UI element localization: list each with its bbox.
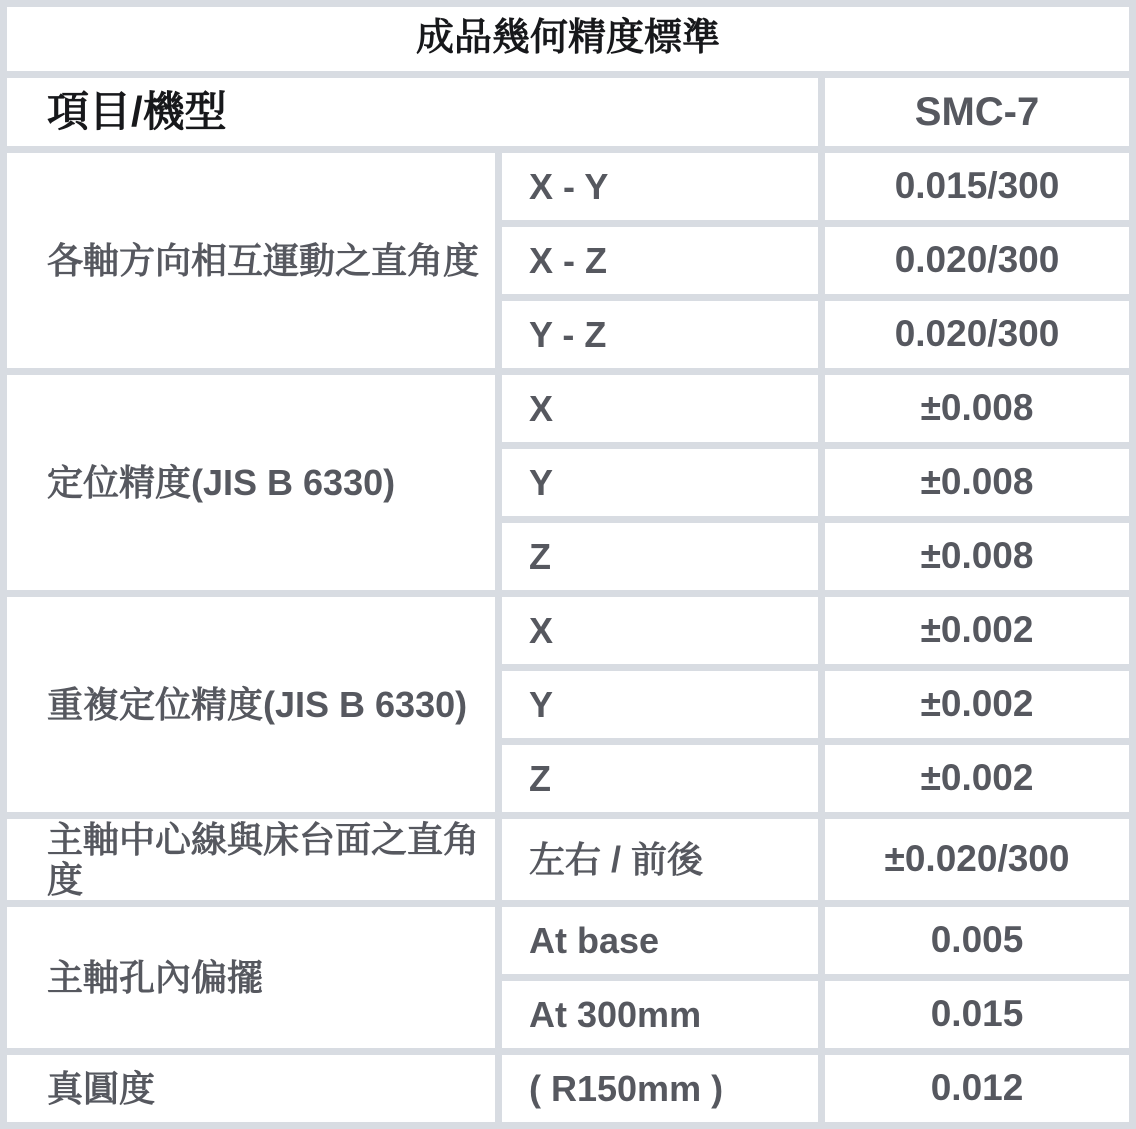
spec-value-cell: 0.012 [825,1055,1129,1122]
group-item-cell: 重複定位精度(JIS B 6330) [7,597,495,812]
group-item-cell: 主軸孔內偏擺 [7,907,495,1048]
table-row [7,819,1129,900]
sub-item-cell: Y [502,671,818,738]
table-header-row [7,78,1129,146]
spec-value-cell: 0.020/300 [825,227,1129,294]
sub-item-cell: Y [502,449,818,516]
group-item-cell: 主軸中心線與床台面之直角度 [7,819,495,900]
table-row [7,597,1129,664]
spec-value-cell: ±0.008 [825,523,1129,590]
sub-item-cell: At base [502,907,818,974]
sub-item-cell: Z [502,523,818,590]
table-title-row [7,7,1129,71]
sub-item-cell: Y - Z [502,301,818,368]
table-row [7,153,1129,220]
sub-item-cell: At 300mm [502,981,818,1048]
sub-item-cell: ( R150mm ) [502,1055,818,1122]
table-title: 成品幾何精度標準 [7,7,1129,71]
table-row [7,1055,1129,1122]
spec-value-cell: ±0.002 [825,745,1129,812]
sub-item-cell: X [502,375,818,442]
group-item-cell: 真圓度 [7,1055,495,1122]
sub-item-cell: X [502,597,818,664]
spec-value-cell: 0.015 [825,981,1129,1048]
sub-item-cell: Z [502,745,818,812]
spec-value-cell: ±0.002 [825,597,1129,664]
header-item-label: 項目/機型 [7,78,818,146]
table-row [7,375,1129,442]
spec-value-cell: ±0.002 [825,671,1129,738]
sub-item-cell: X - Y [502,153,818,220]
spec-value-cell: 0.020/300 [825,301,1129,368]
spec-value-cell: ±0.020/300 [825,819,1129,900]
sub-item-cell: X - Z [502,227,818,294]
spec-value-cell: ±0.008 [825,375,1129,442]
spec-value-cell: ±0.008 [825,449,1129,516]
spec-value-cell: 0.015/300 [825,153,1129,220]
sub-item-cell: 左右 / 前後 [502,819,818,900]
header-model-label: SMC-7 [825,78,1129,146]
spec-value-cell: 0.005 [825,907,1129,974]
table-row [7,907,1129,974]
group-item-cell: 定位精度(JIS B 6330) [7,375,495,590]
group-item-cell: 各軸方向相互運動之直角度 [7,153,495,368]
